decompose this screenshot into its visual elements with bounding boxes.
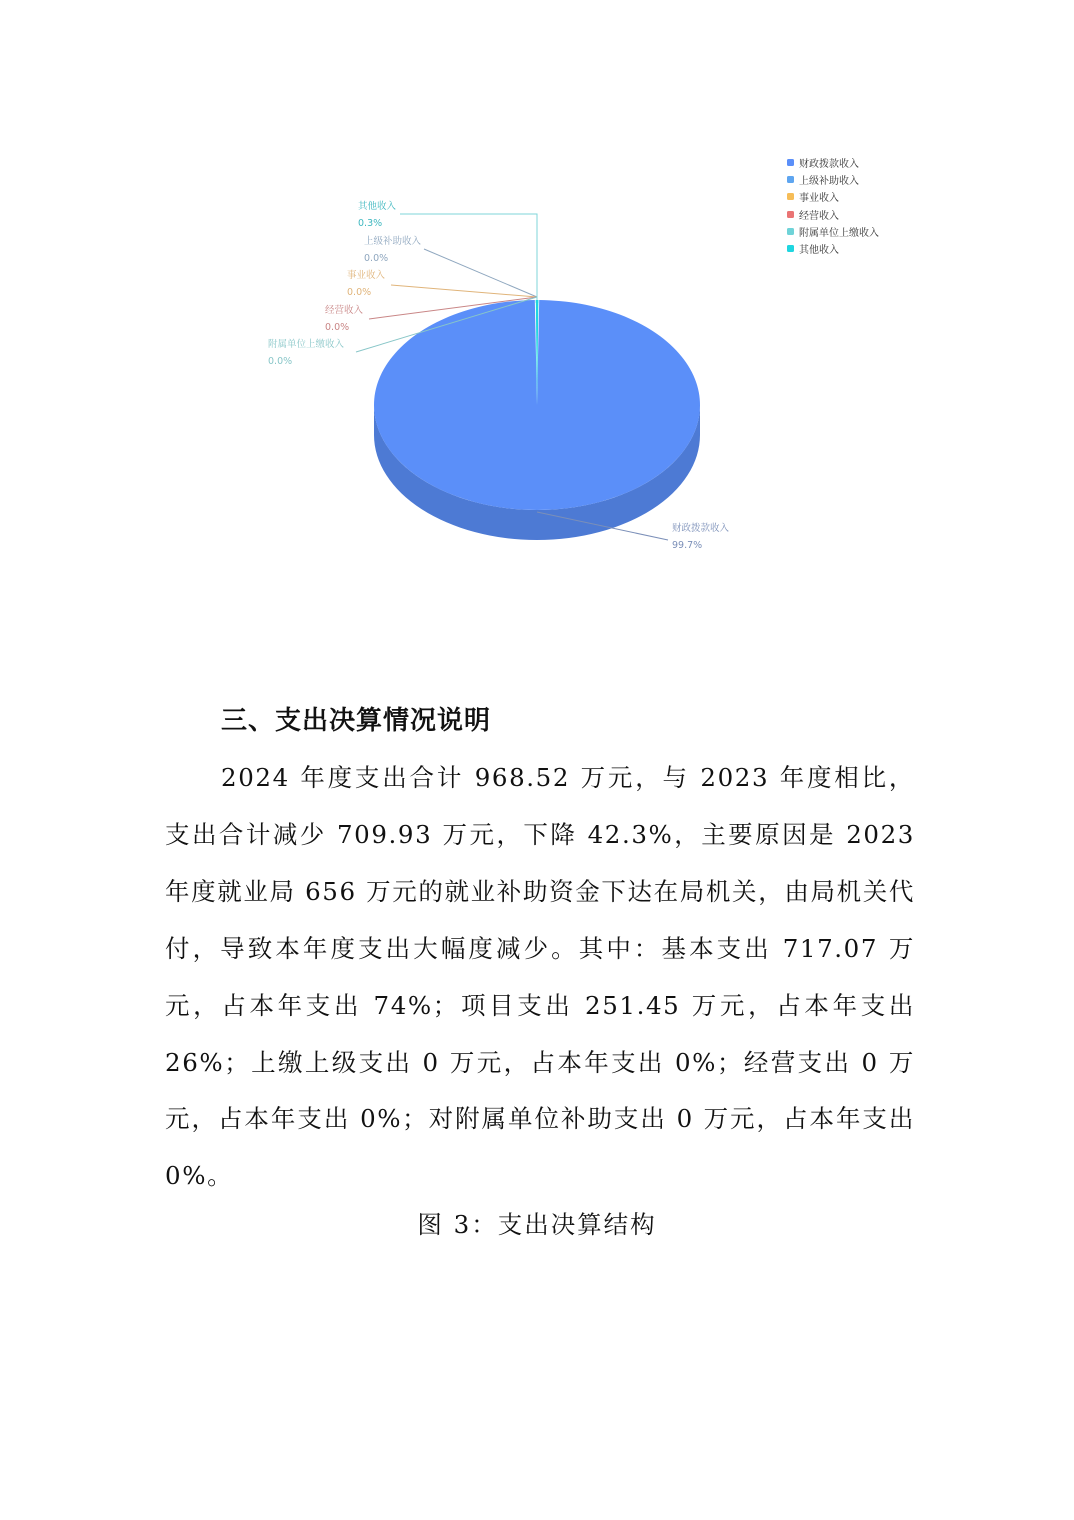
slice-label-0 bbox=[672, 520, 729, 554]
slice-label-name: 其他收入 bbox=[358, 201, 397, 212]
slice-label-percent: 0.0% bbox=[347, 287, 372, 298]
legend-item[interactable] bbox=[787, 188, 879, 205]
slice-label-name: 财政拨款收入 bbox=[672, 523, 730, 534]
leader-line-1 bbox=[424, 249, 537, 297]
legend-item[interactable] bbox=[787, 154, 879, 171]
slice-label-5 bbox=[358, 198, 396, 232]
legend-label: 事业收入 bbox=[799, 193, 839, 205]
slice-label-percent: 0.3% bbox=[358, 218, 383, 229]
slice-label-name: 事业收入 bbox=[347, 270, 386, 281]
section-heading: 三、支出决算情况说明 bbox=[221, 706, 492, 736]
leader-line-2 bbox=[391, 285, 537, 297]
slice-label-3 bbox=[325, 302, 363, 336]
legend-item[interactable] bbox=[787, 223, 879, 240]
slice-label-percent: 0.0% bbox=[364, 253, 389, 264]
figure-caption: 图 3：支出决算结构 bbox=[417, 1210, 657, 1239]
legend-swatch-icon bbox=[787, 193, 794, 200]
legend-swatch-icon bbox=[787, 245, 794, 252]
legend-swatch-icon bbox=[787, 159, 794, 166]
legend-item[interactable] bbox=[787, 171, 879, 188]
legend-swatch-icon bbox=[787, 176, 794, 183]
legend-swatch-icon bbox=[787, 211, 794, 218]
legend-swatch-icon bbox=[787, 228, 794, 235]
slice-label-percent: 0.0% bbox=[325, 322, 350, 333]
slice-label-2 bbox=[347, 267, 385, 301]
chart-legend bbox=[787, 154, 879, 257]
legend-label: 财政拨款收入 bbox=[799, 159, 859, 171]
slice-label-1 bbox=[364, 233, 421, 267]
slice-label-name: 附属单位上缴收入 bbox=[268, 339, 345, 350]
slice-label-percent: 0.0% bbox=[268, 356, 293, 367]
legend-item[interactable] bbox=[787, 240, 879, 257]
legend-label: 附属单位上缴收入 bbox=[799, 227, 879, 239]
income-pie-chart bbox=[0, 0, 1074, 600]
slice-label-name: 经营收入 bbox=[325, 305, 364, 316]
legend-item[interactable] bbox=[787, 206, 879, 223]
slice-label-4 bbox=[268, 336, 344, 370]
legend-label: 上级补助收入 bbox=[799, 176, 859, 188]
legend-label: 其他收入 bbox=[799, 245, 839, 257]
section-paragraph: 2024 年度支出合计 968.52 万元，与 2023 年度相比，支出合计减少 709.93 万元，下降 42.3%，主要原因是 2023 年度就业局 656 万元的就业补助资金下达在局机关，由局机关代付，导致本年度支出大幅度减少。其中：基本支出 717.07 万元，占本年支出 74%；项目支出 251.45 万元，占本年支出 26%；上缴上级支出 0 万元，占本年支出 0%；经营支出 0 万元，占本年支出 0%；对附属单位补助支出 0 万元，占本年支出 0%。 bbox=[165, 763, 915, 1191]
slice-label-percent: 99.7% bbox=[672, 540, 703, 551]
slice-label-name: 上级补助收入 bbox=[364, 236, 422, 247]
legend-label: 经营收入 bbox=[799, 210, 839, 222]
